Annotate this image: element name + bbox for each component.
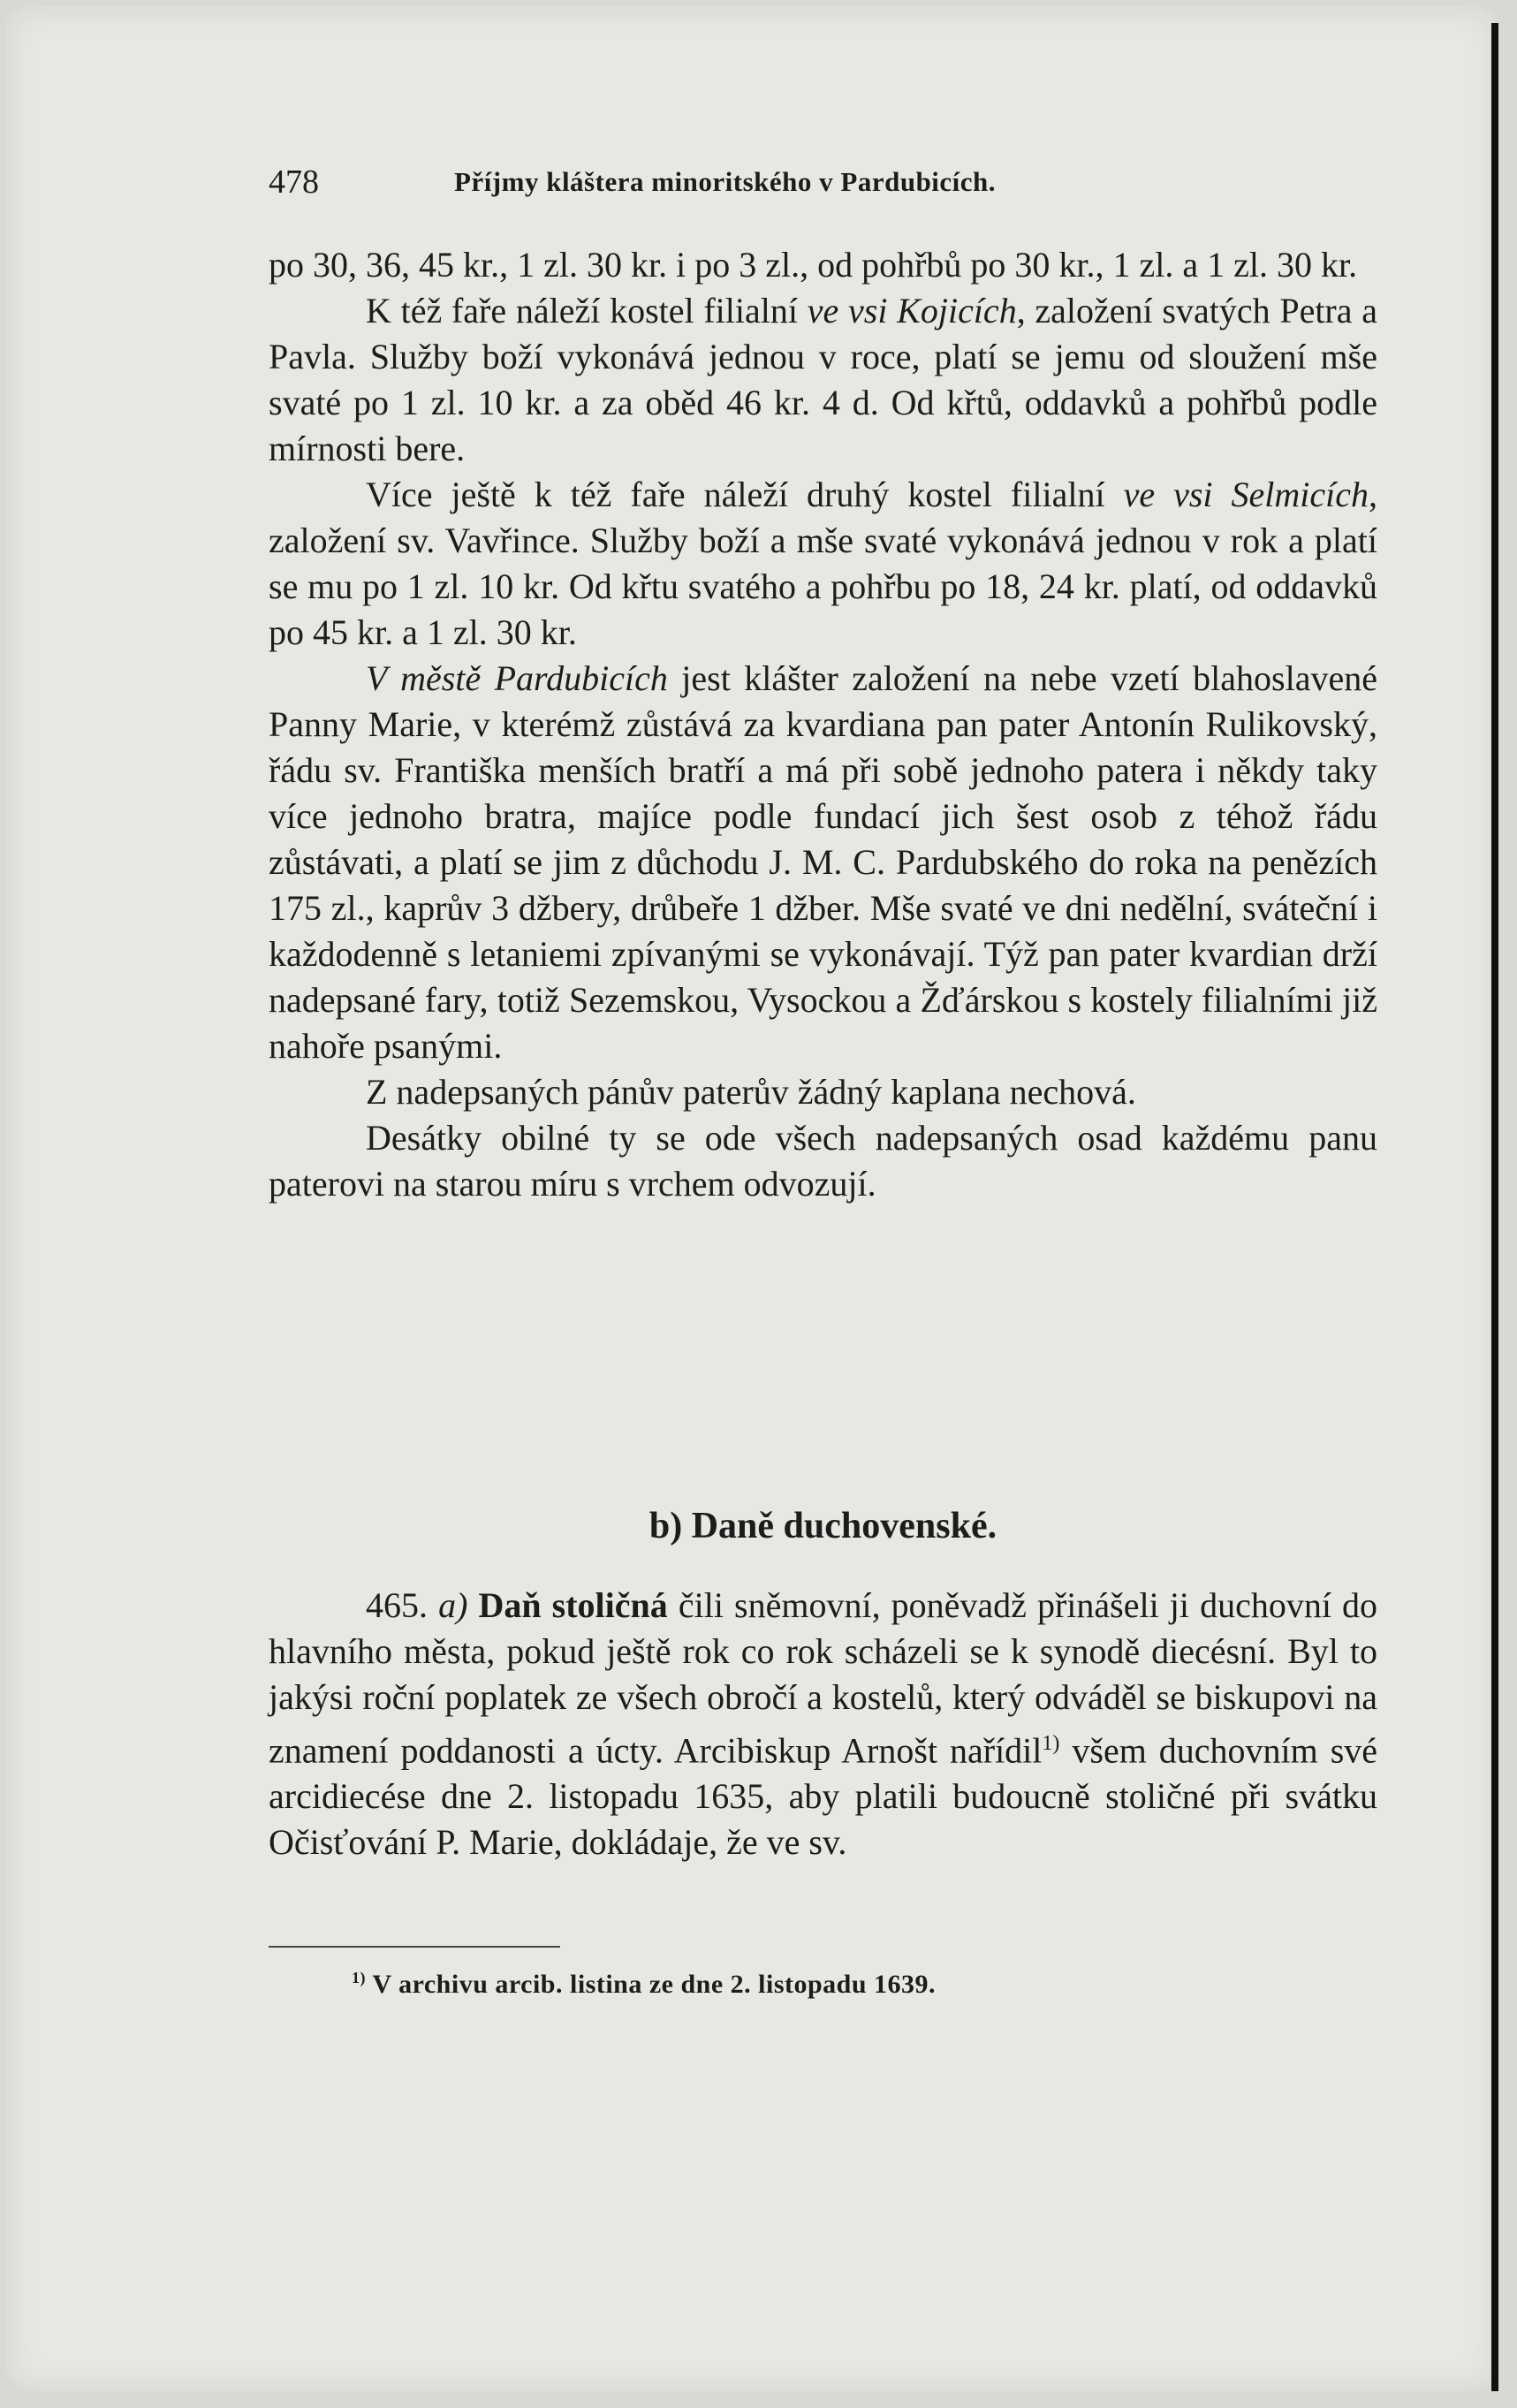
- main-text: [269, 242, 1377, 1207]
- paragraph-6: Desátky obilné ty se ode všech nadepsaných osad každému panu paterovi na starou míru s vrchem odvozují.: [269, 1118, 1377, 1204]
- footnote-text: V archivu arcib. listina ze dne 2. listopadu 1639.: [366, 1970, 937, 1999]
- running-title: Příjmy kláštera minoritského v Pardubicích.: [454, 166, 997, 197]
- place-kojice: ve vsi Kojicích: [807, 291, 1017, 330]
- footnote: [352, 1969, 936, 2000]
- page-edge-shadow: [1491, 23, 1498, 2391]
- section-heading: b) Daně duchovenské.: [649, 1506, 997, 1546]
- paragraph-465: [269, 1583, 1377, 1865]
- paragraph-3: [269, 472, 1377, 656]
- page-number: 478: [269, 163, 319, 201]
- paragraph-2: [269, 288, 1377, 472]
- term-dan-stolicna: Daň stoličná: [478, 1585, 668, 1625]
- paragraph-number: 465.: [366, 1585, 439, 1625]
- footnote-divider: [269, 1946, 560, 1948]
- page-header: [269, 163, 1382, 207]
- section-text: [269, 1583, 1377, 1865]
- paragraph-3-text-a: Více ještě k též faře náleží druhý kostel filialní: [366, 475, 1124, 514]
- paragraph-5: Z nadepsaných pánův paterův žádný kaplana nechová.: [366, 1072, 1136, 1112]
- item-label: a): [438, 1585, 479, 1625]
- paragraph-3-text-c: , založení sv. Vavřince. Služby boží a mše svaté vykonává jednou v rok a platí se mu po 1 zl. 10 kr. Od křtu svatého a pohřbu po 18, 24 kr. platí, od oddavků po 45 kr. a 1 zl. 30 kr.: [269, 475, 1377, 652]
- paragraph-4-text-b: jest klášter založení na nebe vzetí blahoslavené Panny Marie, v kterémž zůstává za kvardiana pan pater Antonín Rulikovský, řádu sv. Františka menších bratří a má při sobě jednoho patera i někdy taky více jednoho bratra, majíce podle fundací jich šest osob z téhož řádu zůstávati, a platí se jim z důchodu J. M. C. Pardubského do roka na penězích 175 zl., kaprův 3 džbery, drůbeře 1 džber. Mše svaté ve dni nedělní, sváteční i každodenně s letaniemi zpívanými se vykonávají. Týž pan pater kvardian drží nadepsané fary, totiž Sezemskou, Vysockou a Žďárskou s kostely filialními již nahoře psanými.: [269, 658, 1377, 1066]
- paragraph-2-text-a: K též faře náleží kostel filialní: [366, 291, 808, 330]
- footnote-reference: 1): [1042, 1732, 1060, 1755]
- paragraph-4: [269, 656, 1377, 1069]
- paragraph-465-text-2: všem duchovním své arcidiecése dne 2. listopadu 1635, aby platili budoucně stoličné při svátku Očisťování P. Marie, dokládaje, že ve sv.: [269, 1730, 1378, 1863]
- place-pardubice: V městě Pardubicích: [366, 658, 668, 698]
- paragraph-465-text-1: čili sněmovní, poněvadž přinášeli ji duchovní do hlavního města, pokud ještě rok co rok scházeli se k synodě diecésní. Byl to jakýsi roční poplatek ze všech obročí a kostelů, který odváděl se biskupovi na znamení poddanosti a úcty. Arcibiskup Arnošt nařídil: [269, 1585, 1378, 1771]
- place-selmice: ve vsi Selmicích: [1123, 475, 1369, 514]
- book-page: [5, 5, 1498, 2391]
- footnote-mark: 1): [352, 1969, 366, 1986]
- paragraph-2-text-c: , založení svatých Petra a Pavla. Služby boží vykonává jednou v roce, platí se jemu od sloužení mše svaté po 1 zl. 10 kr. a za oběd 46 kr. 4 d. Od křtů, oddavků a pohřbů podle mírnosti bere.: [269, 291, 1377, 468]
- paragraph-1: po 30, 36, 45 kr., 1 zl. 30 kr. i po 3 zl., od pohřbů po 30 kr., 1 zl. a 1 zl. 30 kr.: [269, 245, 1358, 285]
